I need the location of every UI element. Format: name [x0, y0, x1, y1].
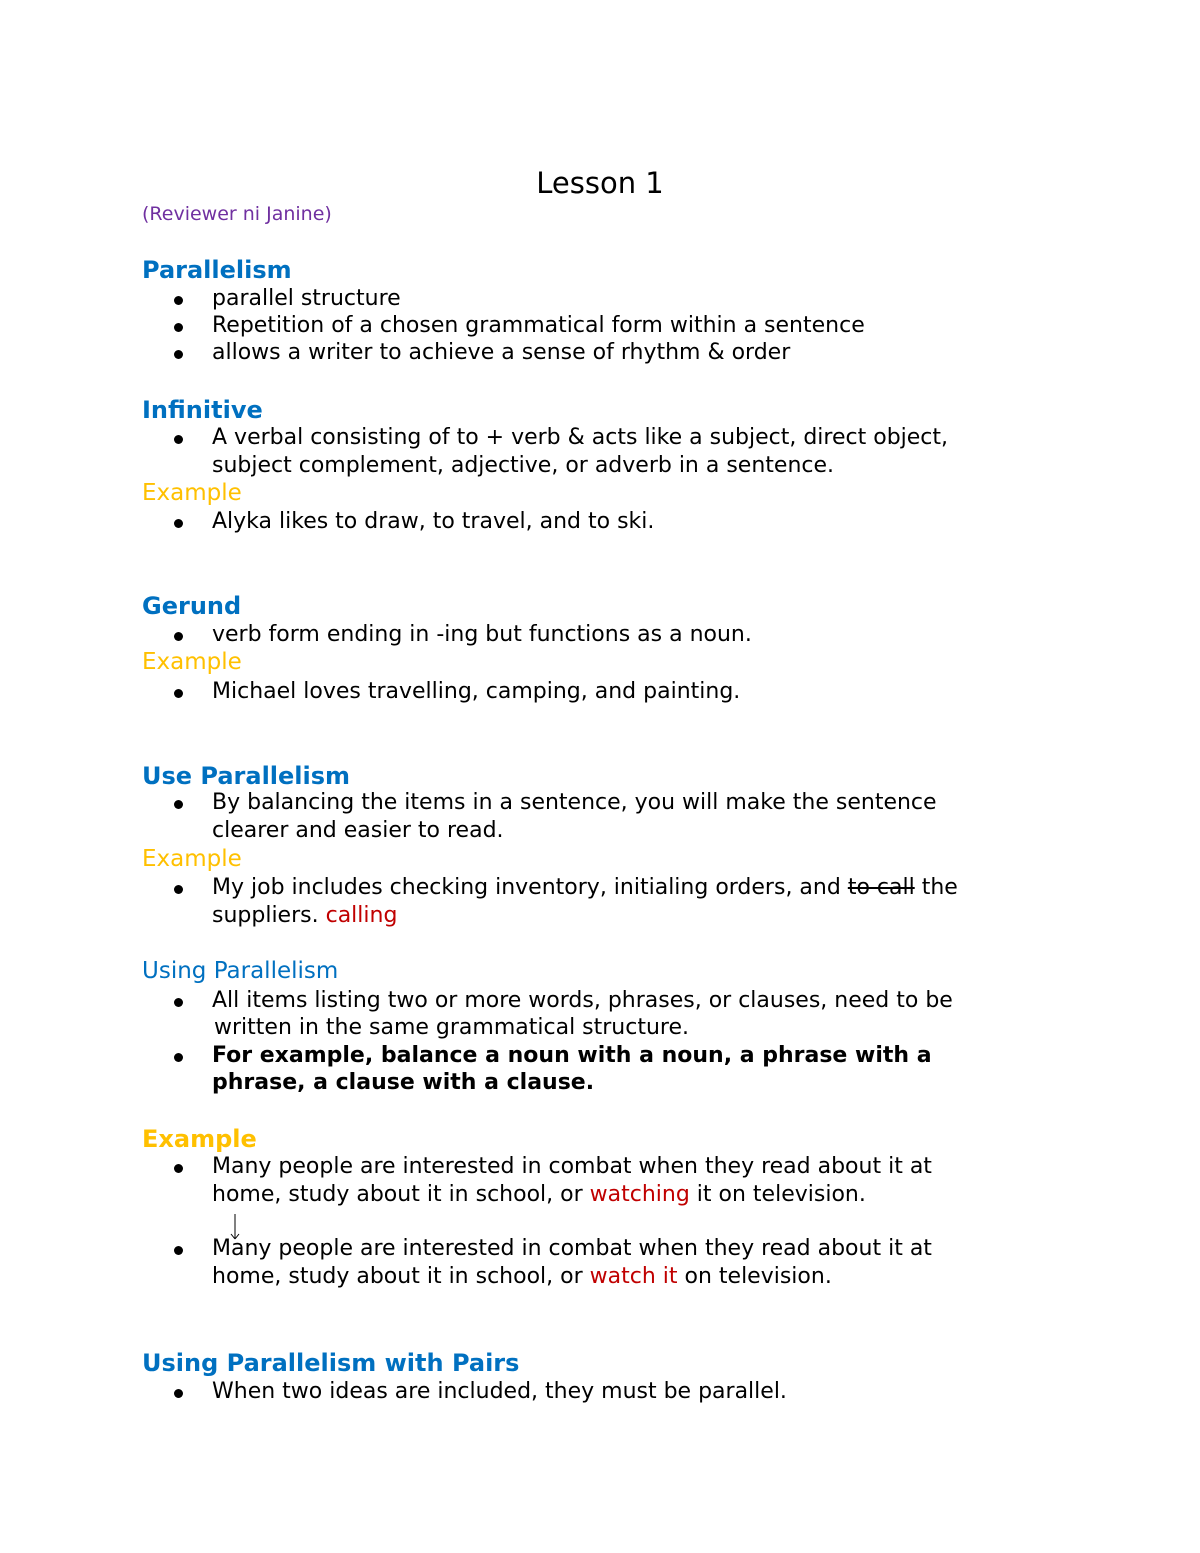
example-label: Example	[142, 846, 242, 872]
correction-text: calling	[325, 903, 398, 928]
bullet-icon	[174, 519, 183, 528]
bullet-icon	[174, 296, 183, 305]
list-item-continuation	[212, 1264, 832, 1289]
list-item-continuation	[212, 903, 397, 928]
struck-text: to call	[847, 875, 915, 900]
list-item: All items listing two or more words, phrases, or clauses, need to be	[212, 988, 953, 1013]
bullet-icon	[174, 632, 183, 641]
list-item: Michael loves travelling, camping, and painting.	[212, 679, 741, 704]
list-item: allows a writer to achieve a sense of rhythm & order	[212, 340, 791, 365]
list-item: A verbal consisting of to + verb & acts like a subject, direct object,	[212, 425, 949, 450]
bullet-icon	[174, 885, 183, 894]
list-item-continuation: phrase, a clause with a clause.	[212, 1070, 595, 1095]
list-item: Many people are interested in combat when they read about it at	[212, 1236, 932, 1261]
list-item-continuation: written in the same grammatical structure.	[214, 1015, 690, 1040]
heading-infinitive: Infinitive	[142, 396, 263, 424]
list-item: When two ideas are included, they must be parallel.	[212, 1379, 787, 1404]
example-text: home, study about it in school, or	[212, 1182, 590, 1207]
example-label: Example	[142, 649, 242, 675]
list-item: By balancing the items in a sentence, you will make the sentence	[212, 790, 937, 815]
example-text: suppliers.	[212, 903, 326, 928]
list-item: Alyka likes to draw, to travel, and to ski.	[212, 509, 655, 534]
bullet-icon	[174, 1389, 183, 1398]
example-text: home, study about it in school, or	[212, 1264, 590, 1289]
bullet-icon	[174, 998, 183, 1007]
bullet-icon	[174, 435, 183, 444]
example-label: Example	[142, 480, 242, 506]
bullet-icon	[174, 800, 183, 809]
list-item: Many people are interested in combat when they read about it at	[212, 1154, 932, 1179]
example-text: My job includes checking inventory, initialing orders, and	[212, 875, 848, 900]
heading-use-parallelism: Use Parallelism	[142, 762, 351, 790]
error-text: watching	[589, 1182, 690, 1207]
subtitle: (Reviewer ni Janine)	[142, 203, 332, 225]
list-item-continuation: subject complement, adjective, or adverb in a sentence.	[212, 453, 835, 478]
heading-parallelism-pairs: Using Parallelism with Pairs	[142, 1349, 520, 1377]
list-item-continuation	[212, 1182, 866, 1207]
page-title: Lesson 1	[536, 166, 664, 200]
list-item: parallel structure	[212, 286, 401, 311]
bullet-icon	[174, 323, 183, 332]
heading-parallelism: Parallelism	[142, 256, 292, 284]
list-item: Repetition of a chosen grammatical form within a sentence	[212, 313, 865, 338]
list-item: verb form ending in -ing but functions as a noun.	[212, 622, 752, 647]
bullet-icon	[174, 1246, 183, 1255]
heading-using-parallelism: Using Parallelism	[142, 958, 339, 984]
bullet-icon	[174, 1164, 183, 1173]
bullet-icon	[174, 350, 183, 359]
bullet-icon	[174, 1053, 183, 1062]
heading-gerund: Gerund	[142, 592, 242, 620]
list-item: For example, balance a noun with a noun, a phrase with a	[212, 1043, 932, 1068]
example-text: on television.	[677, 1264, 832, 1289]
bullet-icon	[174, 689, 183, 698]
correction-text: watch it	[589, 1264, 678, 1289]
example-label: Example	[142, 1125, 257, 1153]
list-item	[212, 875, 958, 900]
example-text: it on television.	[689, 1182, 866, 1207]
example-text: the	[914, 875, 958, 900]
list-item-continuation: clearer and easier to read.	[212, 818, 504, 843]
